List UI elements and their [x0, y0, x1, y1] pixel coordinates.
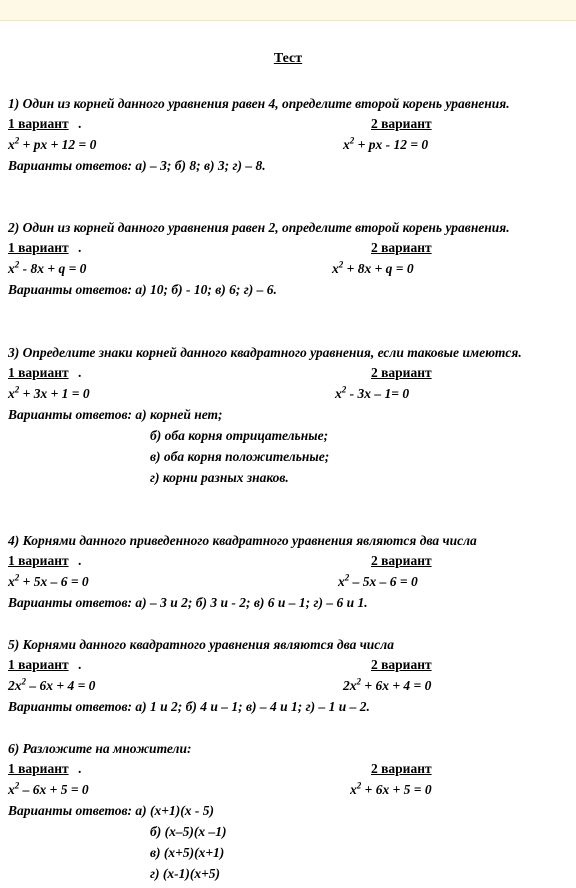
page-title: Тест: [273, 51, 303, 66]
question-text: 1) Один из корней данного уравнения равен 4, определите второй корень уравнения.: [8, 96, 510, 111]
variant-row: 1 вариант . 2 вариант: [8, 363, 556, 383]
question-3: [8, 342, 556, 488]
equation-variant-1: $2x^2 - 6x + 4 = 0$: [8, 676, 96, 693]
variant-2-label: 2 вариант: [371, 553, 432, 568]
answer-options: Варианты ответов: а) 1 и 2; б) 4 и – 1; в) – 4 и 1; г) – 1 и – 2.: [8, 699, 370, 714]
variant-row: 1 вариант . 2 вариант: [8, 114, 556, 134]
variant-1-label: 1 вариант: [8, 365, 69, 380]
answer-options: Варианты ответов: а) 10; б) - 10; в) 6; г) – 6.: [8, 282, 277, 297]
variant-2-label: 2 вариант: [371, 761, 432, 776]
question-6: [8, 738, 556, 884]
equation-variant-2: $2x^2 + 6x + 4 = 0$: [343, 676, 432, 693]
variant-row: 1 вариант . 2 вариант: [8, 238, 556, 258]
variant-2-label: 2 вариант: [371, 240, 432, 255]
equation-variant-2: $x^2 - 3x - 1= 0$: [335, 384, 410, 401]
equation-variant-2: $x^2 + 6x + 5 = 0$: [350, 780, 432, 797]
equation-variant-2: $x^2 - 5x - 6 = 0$: [338, 572, 418, 589]
answer-option: г) (x-1)(x+5): [150, 866, 221, 881]
question-text: 4) Корнями данного приведенного квадратного уравнения являются два числа: [8, 533, 477, 548]
question-5: [8, 634, 556, 717]
answer-option: г) корни разных знаков.: [150, 470, 289, 485]
equation-row: [8, 383, 556, 404]
variant-2-label: 2 вариант: [371, 365, 432, 380]
equation-variant-1: $x^2$ + px + 12 = 0: [8, 135, 97, 152]
equation-row: [8, 675, 556, 696]
variant-2-label: 2 вариант: [371, 116, 432, 131]
equation-row: [8, 571, 556, 592]
equation-variant-1: $x^2 - 6x + 5 = 0$: [8, 780, 89, 797]
question-text: 2) Один из корней данного уравнения равен 2, определите второй корень уравнения.: [8, 220, 510, 235]
variant-row: 1 вариант . 2 вариант: [8, 655, 556, 675]
answer-option: б) (x–5)(x –1): [150, 824, 227, 839]
question-1: [8, 93, 556, 176]
answer-option: б) оба корня отрицательные;: [150, 428, 329, 443]
question-text: 5) Корнями данного квадратного уравнения являются два числа: [8, 637, 394, 652]
equation-row: [8, 258, 556, 279]
variant-row: 1 вариант . 2 вариант: [8, 759, 556, 779]
variant-1-label: 1 вариант: [8, 240, 69, 255]
top-banner: [0, 0, 576, 21]
answer-option: в) (x+5)(x+1): [150, 845, 225, 860]
equation-row: [8, 779, 556, 800]
equation-variant-2: $x^2$ + px - 12 = 0: [343, 135, 429, 152]
variant-1-label: 1 вариант: [8, 761, 69, 776]
equation-variant-1: $x^2 + 5x - 6 = 0$: [8, 572, 89, 589]
equation-variant-1: $x^2 + 3x + 1 = 0$: [8, 384, 90, 401]
variant-2-label: 2 вариант: [371, 657, 432, 672]
variant-1-label: 1 вариант: [8, 553, 69, 568]
question-2: [8, 217, 556, 300]
equation-variant-2: $x^2 + 8x + q = 0$: [332, 259, 414, 276]
variant-1-label: 1 вариант: [8, 657, 69, 672]
answer-option: в) оба корня положительные;: [150, 449, 330, 464]
variant-1-label: 1 вариант: [8, 116, 69, 131]
answer-options: Варианты ответов: а) – 3 и 2; б) 3 и - 2; в) 6 и – 1; г) – 6 и 1.: [8, 595, 368, 610]
question-text: 3) Определите знаки корней данного квадратного уравнения, если таковые имеются.: [8, 345, 522, 360]
question-text: 6) Разложите на множители:: [8, 741, 192, 756]
variant-row: 1 вариант . 2 вариант: [8, 551, 556, 571]
equation-variant-1: $x^2 - 8x + q = 0$: [8, 259, 87, 276]
question-4: [8, 530, 556, 613]
answer-options: Варианты ответов: а) (x+1)(x - 5): [8, 803, 214, 818]
answer-options: Варианты ответов: а) корней нет;: [8, 407, 223, 422]
answer-options: Варианты ответов: а) – 3; б) 8; в) 3; г) – 8.: [8, 158, 266, 173]
equation-row: [8, 134, 556, 155]
